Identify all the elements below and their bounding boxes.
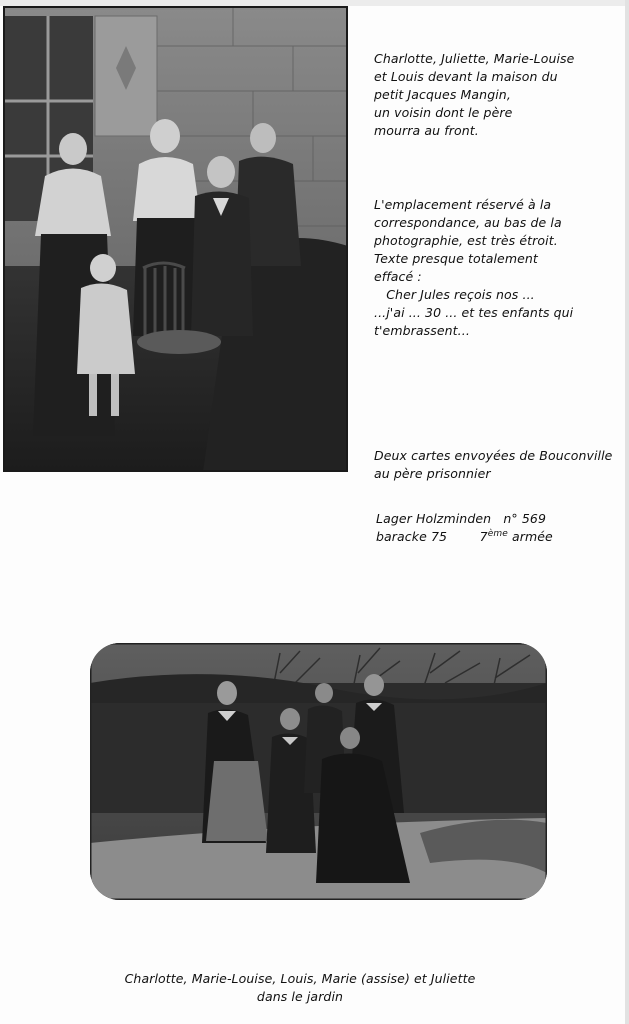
- armee-ordinal: ème: [487, 528, 508, 539]
- caption-top-line-5: mourra au front.: [374, 123, 479, 138]
- baracke-number: baracke 75: [376, 529, 448, 544]
- note-lager-line-2: [376, 528, 616, 546]
- note-cards: [374, 447, 624, 483]
- note-correspondence-line-5: effacé :: [374, 269, 422, 284]
- note-correspondence-line-7: ...j'ai ... 30 ... et tes enfants qui: [374, 305, 574, 320]
- caption-top: [374, 50, 614, 140]
- note-correspondence-line-3: photographie, est très étroit.: [374, 233, 558, 248]
- photo-family-house-image: [3, 6, 348, 472]
- note-correspondence-line-1: L'emplacement réservé à la: [374, 197, 552, 212]
- photo-family-house: [3, 6, 348, 472]
- note-correspondence-line-6: Cher Jules reçois nos ...: [374, 287, 535, 302]
- caption-top-line-4: un voisin dont le père: [374, 105, 513, 120]
- caption-top-line-3: petit Jacques Mangin,: [374, 87, 511, 102]
- note-correspondence-line-4: Texte presque totalement: [374, 251, 538, 266]
- lager-number: n° 569: [503, 511, 547, 526]
- note-correspondence-line-8: t'embrassent...: [374, 323, 470, 338]
- note-cards-line-1: Deux cartes envoyées de Bouconville: [374, 448, 613, 463]
- caption-bottom-line-1: Charlotte, Marie-Louise, Louis, Marie (assise) et Juliette: [124, 971, 476, 986]
- note-lager-address: [376, 510, 616, 546]
- note-lager-line-1: [376, 510, 616, 528]
- page-right-edge: [625, 0, 629, 1024]
- note-correspondence-line-2: correspondance, au bas de la: [374, 215, 562, 230]
- lager-name: Lager Holzminden: [376, 511, 492, 526]
- photo-garden-group-image: [90, 643, 547, 900]
- caption-top-line-2: et Louis devant la maison du: [374, 69, 558, 84]
- armee-label: armée: [511, 529, 553, 544]
- photo-garden-group: [90, 643, 547, 900]
- note-cards-line-2: au père prisonnier: [374, 466, 491, 481]
- caption-bottom-line-2: dans le jardin: [256, 989, 344, 1004]
- note-correspondence: [374, 196, 619, 340]
- caption-bottom: [60, 970, 540, 1006]
- armee-number: 7: [479, 529, 488, 544]
- caption-top-line-1: Charlotte, Juliette, Marie-Louise: [374, 51, 575, 66]
